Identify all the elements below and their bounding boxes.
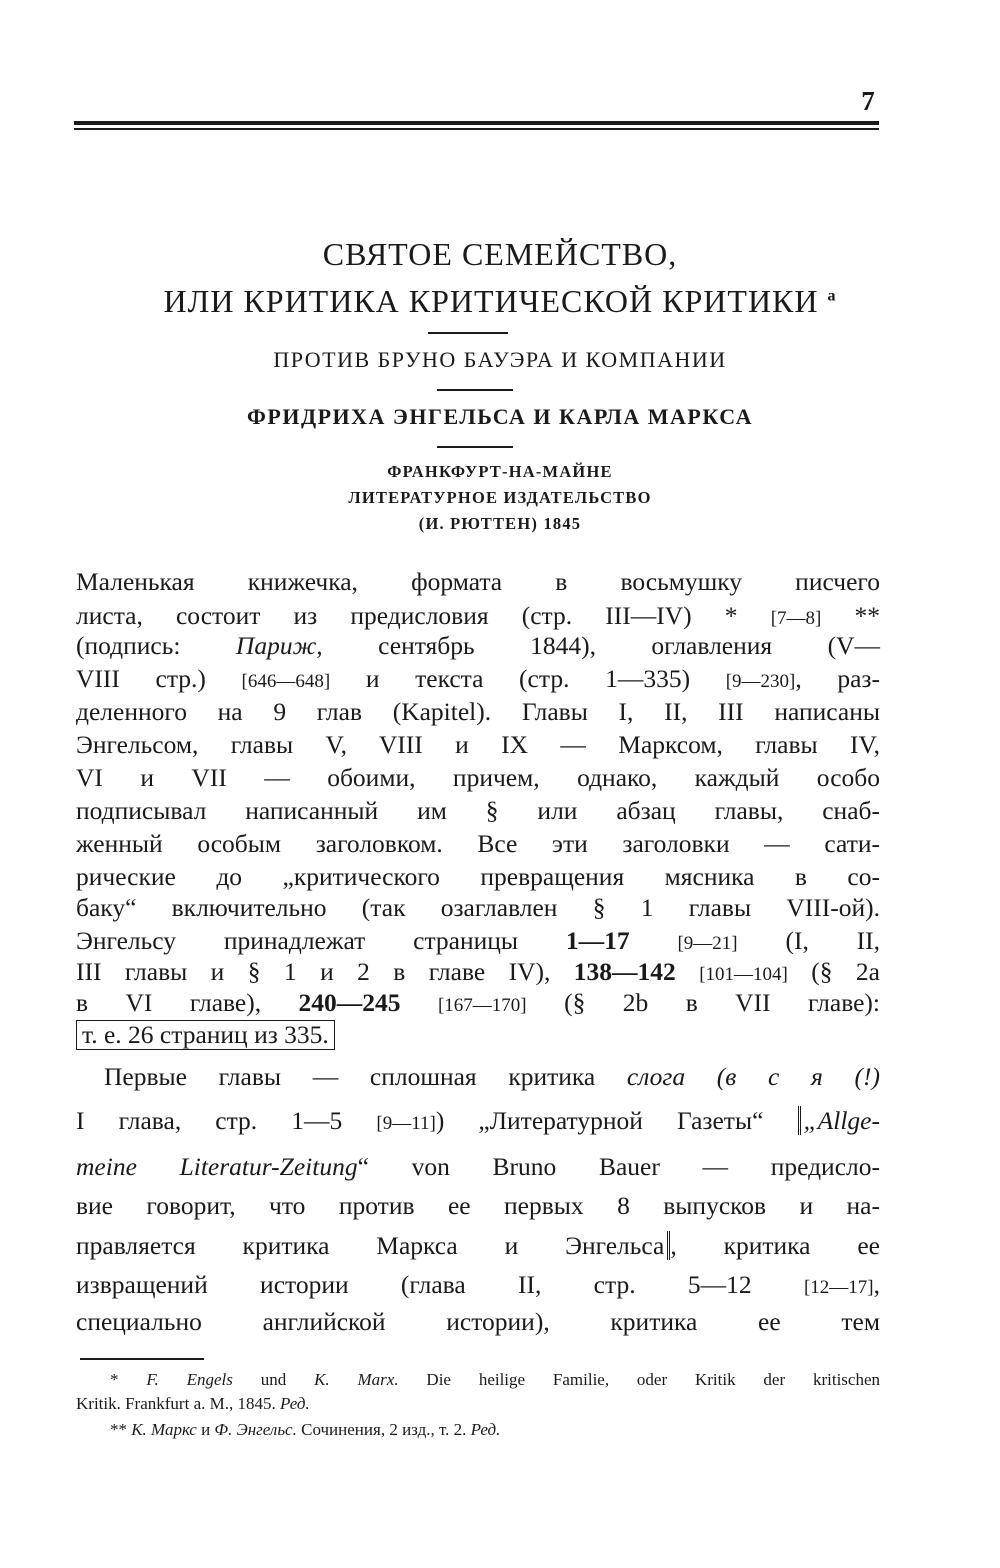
body-line-6: Энгельсом, главы V, VIII и IX — Марксом, главы IV, <box>76 730 880 759</box>
title-line-2 <box>40 285 960 317</box>
imprint-place: ФРАНКФУРТ-НА-МАЙНЕ <box>387 462 613 481</box>
body-line-11: баку“ включительно (так озаглавлен § 1 главы VIII-ой). <box>76 893 880 922</box>
body-line-21: извращений истории (глава II, стр. 5—12 [12—17], <box>76 1270 880 1299</box>
body-line-12: Энгельсу принадлежат страницы 1—17 [9—21] (I, II, <box>76 926 881 955</box>
boxed-note: т. е. 26 страниц из 335. <box>76 1020 335 1050</box>
body-line-5: деленного на 9 глав (Kapitel). Главы I, II, III написаны <box>76 697 880 726</box>
body-line-8: подписывал написанный им § или абзац главы, снаб- <box>76 796 880 825</box>
footnote-1-line-1: * F. Engels und K. Marx. Die heilige Familie, oder Kritik der kritischen <box>110 1370 881 1389</box>
imprint-printer-year: (И. РЮТТЕН) 1845 <box>418 514 582 533</box>
body-line-13: III главы и § 1 и 2 в главе IV), 138—142 [101—104] (§ 2a <box>76 957 880 986</box>
body-line-19: вие говорит, что против ее первых 8 выпусков и на- <box>76 1191 880 1220</box>
body-line-17: I глава, стр. 1—5 [9—11]) „Литературной Газеты“ „Allge- <box>76 1106 880 1135</box>
title-divider <box>428 332 508 334</box>
header-rule <box>74 121 879 125</box>
imprint-publisher: ЛИТЕРАТУРНОЕ ИЗДАТЕЛЬСТВО <box>348 488 652 507</box>
body-line-18: meine Literatur-Zeitung“ von Bruno Bauer — предисло- <box>76 1152 880 1181</box>
authors-divider <box>437 446 513 448</box>
footnote-rule <box>80 1358 204 1360</box>
title-line-1: СВЯТОЕ СЕМЕЙСТВО, <box>322 236 678 272</box>
body-line-4: VIII стр.) [646—648] и текста (стр. 1—335) [9—230], раз- <box>76 664 880 693</box>
body-line-2: листа, состоит из предисловия (стр. III—IV) * [7—8] ** <box>76 601 880 630</box>
body-line-15 <box>76 1018 880 1052</box>
body-line-7: VI и VII — обоими, причем, однако, каждый особо <box>76 763 880 792</box>
title-line-2-text: ИЛИ КРИТИКА КРИТИЧЕСКОЙ КРИТИКИ <box>163 283 819 319</box>
marked-title-start: „Allge- <box>798 1106 881 1135</box>
body-line-14: в VI главе), 240—245 [167—170] (§ 2b в VII главе): <box>76 988 880 1017</box>
body-line-22: специально английской истории), критика ее тем <box>76 1307 880 1336</box>
footnote-1-line-2: Kritik. Frankfurt a. M., 1845. Ред. <box>76 1394 310 1413</box>
body-line-1: Маленькая книжечка, формата в восьмушку писчего <box>76 567 880 596</box>
subtitle: ПРОТИВ БРУНО БАУЭРА И КОМПАНИИ <box>273 347 727 372</box>
body-line-20: правляется критика Маркса и Энгельса , критика ее <box>76 1231 880 1260</box>
body-line-9: женный особым заголовком. Все эти заголовки — сати- <box>76 829 880 858</box>
header-rule-thin <box>74 128 879 130</box>
body-line-3: (подпись: Париж, сентябрь 1844), оглавления (V— <box>76 631 881 660</box>
page-number: 7 <box>861 86 875 116</box>
title-note-mark: a <box>827 287 837 305</box>
footnote-2: ** К. Маркс и Ф. Энгельс. Сочинения, 2 изд., т. 2. Ред. <box>110 1420 501 1439</box>
body-line-16: Первые главы — сплошная критика слога (в с я (!) <box>104 1062 880 1091</box>
authors: ФРИДРИХА ЭНГЕЛЬСА И КАРЛА МАРКСА <box>247 404 753 429</box>
subtitle-divider <box>437 389 513 391</box>
marked-title-end: Энгельса <box>565 1231 670 1260</box>
body-line-10: рические до „критического превращения мясника в со- <box>76 862 880 891</box>
